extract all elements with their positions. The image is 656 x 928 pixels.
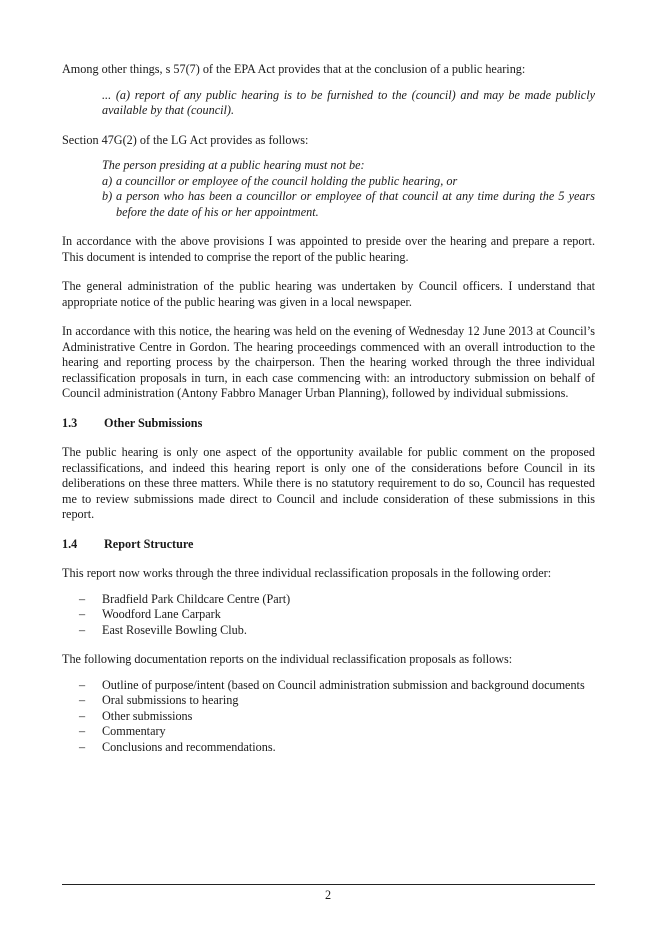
list-item-text: Outline of purpose/intent (based on Council administration submission and background documents xyxy=(102,677,585,692)
list-item xyxy=(62,607,595,623)
paragraph-appointment: In accordance with the above provisions I was appointed to preside over the hearing and prepare a report. This document is intended to comprise the report of the public hearing. xyxy=(62,234,595,264)
quote-lg-act xyxy=(102,158,595,220)
quote-item-text: a person who has been a councillor or employee of that council at any time during the 5 years before the date of his or her appointment. xyxy=(116,189,595,219)
page-content xyxy=(62,62,595,769)
dash-marker: – xyxy=(78,739,86,754)
quote-item-marker: b) xyxy=(102,189,113,203)
list-item-text: Commentary xyxy=(102,724,166,738)
dash-marker: – xyxy=(78,724,86,738)
quote-item-text: a councillor or employee of the council holding the public hearing, or xyxy=(116,173,458,188)
list-item xyxy=(62,623,595,639)
list-item-text: Bradfield Park Childcare Centre (Part) xyxy=(102,591,291,606)
list-item xyxy=(62,693,595,709)
list-item-text: East Roseville Bowling Club. xyxy=(102,622,247,637)
quote-epa-act: ... (a) report of any public hearing is to be furnished to the (council) and may be made publicly available by that (council). xyxy=(102,87,595,117)
dash-marker: – xyxy=(78,677,86,692)
section-number: 1.3 xyxy=(62,415,78,430)
paragraph-documentation: The following documentation reports on the individual reclassification proposals as follows: xyxy=(62,652,513,666)
list-item xyxy=(62,678,595,694)
paragraph-report-order: This report now works through the three individual reclassification proposals in the following order: xyxy=(62,566,552,580)
section-title: Other Submissions xyxy=(104,415,203,430)
list-item-text: Oral submissions to hearing xyxy=(102,693,239,707)
paragraph-administration: The general administration of the public hearing was undertaken by Council officers. I understand that appropriate notice of the public hearing was given in a local newspaper. xyxy=(62,279,595,309)
reclassification-list xyxy=(62,592,595,639)
quote-item xyxy=(102,174,595,190)
paragraph-other-submissions: The public hearing is only one aspect of the opportunity available for public comment on the proposed reclassifications, and indeed this hearing report is only one of the considerations before Council in its deliberations on these three matters. While there is no statutory requirement to do so, Council has requested me to review submissions made direct to Council and include consideration of these submissions in this report. xyxy=(62,445,595,521)
dash-marker: – xyxy=(78,708,86,723)
quote-item-marker: a) xyxy=(102,173,113,188)
list-item xyxy=(62,592,595,608)
list-item-text: Other submissions xyxy=(102,708,193,723)
dash-marker: – xyxy=(78,607,86,621)
paragraph-epa-act: Among other things, s 57(7) of the EPA Act provides that at the conclusion of a public hearing: xyxy=(62,62,526,76)
dash-marker: – xyxy=(78,622,86,637)
page-number: 2 xyxy=(324,888,332,902)
section-heading-other-submissions xyxy=(62,416,595,432)
list-item xyxy=(62,724,595,740)
section-title: Report Structure xyxy=(104,536,194,551)
paragraph-lg-act: Section 47G(2) of the LG Act provides as follows: xyxy=(62,132,309,147)
list-item-text: Conclusions and recommendations. xyxy=(102,739,276,754)
dash-marker: – xyxy=(78,591,86,606)
list-item xyxy=(62,709,595,725)
dash-marker: – xyxy=(78,693,86,707)
quote-item xyxy=(102,189,595,220)
list-item xyxy=(62,740,595,756)
quote-lead: The person presiding at a public hearing must not be: xyxy=(102,158,365,172)
section-heading-report-structure xyxy=(62,537,595,553)
section-number: 1.4 xyxy=(62,536,78,551)
documentation-list xyxy=(62,678,595,756)
paragraph-hearing-details: In accordance with this notice, the hearing was held on the evening of Wednesday 12 June 2013 at Council’s Administrative Centre in Gordon. The hearing proceedings commenced with an overall introduction to the hearing and reporting process by the chairperson. Then the hearing worked through the three individual reclassification proposals in turn, in each case commencing with: an introductory submission on behalf of Council administration (Antony Fabbro Manager Urban Planning), followed by individual submissions. xyxy=(62,324,595,400)
list-item-text: Woodford Lane Carpark xyxy=(102,607,221,621)
footer-rule xyxy=(62,884,595,885)
